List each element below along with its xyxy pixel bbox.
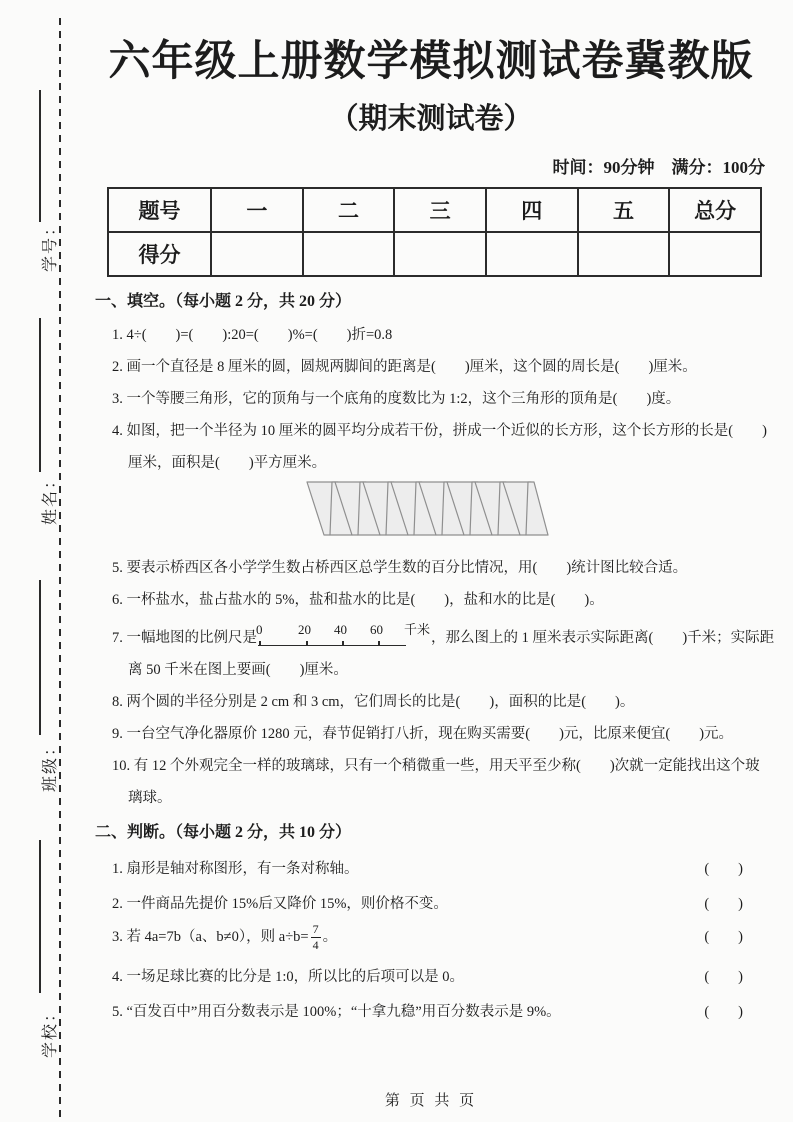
sector-rectangle-figure: [305, 479, 557, 541]
judgment-line: [95, 922, 767, 952]
ruler-number: 60: [370, 622, 383, 637]
question-text: 5. “百发百中”用百分数表示是 100%；“十拿九稳”用百分数表示是 9%。: [112, 1004, 561, 1021]
score-table-header-cell: 总分: [669, 188, 761, 232]
fraction-numerator: 7: [311, 923, 321, 938]
question-text: ，那么图上的 1 厘米表示实际距离( )千米；实际距: [431, 630, 775, 646]
score-cell-empty: [303, 232, 395, 276]
ruler-unit: 千米: [404, 622, 431, 637]
score-table-score-row: [108, 232, 761, 276]
score-cell-empty: [578, 232, 670, 276]
map-scale-ruler: [258, 622, 430, 646]
sidebar-label: 学校：: [42, 1003, 59, 1058]
answer-paren: ( ): [704, 929, 743, 946]
question-line: 厘米，面积是( )平方厘米。: [128, 455, 327, 471]
question-text: 7. 一幅地图的比例尺是: [112, 630, 257, 646]
circle-sector-wedge: [526, 482, 548, 535]
ruler-number: 0: [256, 622, 263, 637]
score-cell-empty: [669, 232, 761, 276]
sidebar-writing-line: [39, 90, 41, 222]
score-row-label: 得分: [108, 232, 211, 276]
answer-paren: ( ): [704, 1004, 743, 1021]
time-info: 时间：90分钟 满分：100分: [552, 158, 765, 177]
page-subtitle: （期末测试卷）: [329, 103, 533, 135]
judgment-line: [95, 967, 767, 987]
sidebar-label: 姓名：: [42, 470, 59, 525]
answer-paren: ( ): [704, 861, 743, 877]
question-line: 9. 一台空气净化器原价 1280 元，春节促销打八折，现在购买需要( )元，比原来便宜( )元。: [112, 726, 734, 742]
footer-page-label: 第 页 共 页: [384, 1093, 478, 1109]
question-line: 璃球。: [128, 790, 172, 806]
score-table-header-row: [108, 188, 761, 232]
score-cell-empty: [486, 232, 578, 276]
question-line: 6. 一杯盐水，盐占盐水的 5%，盐和盐水的比是( )，盐和水的比是( )。: [112, 592, 604, 608]
sidebar-label: 学号：: [42, 217, 59, 272]
question-line: 3. 一个等腰三角形，它的顶角与一个底角的度数比为 1:2，这个三角形的顶角是( )度。: [112, 391, 681, 407]
question-line: 5. 要表示桥西区各小学学生数占桥西区总学生数的百分比情况，用( )统计图比较合适。: [112, 560, 688, 576]
score-table-header-cell: 二: [303, 188, 395, 232]
section1-heading: 一、填空。（每小题 2 分，共 20 分）: [95, 293, 352, 310]
score-table-header-cell: 三: [394, 188, 486, 232]
score-table-header-cell: 四: [486, 188, 578, 232]
question-text: 2. 一件商品先提价 15%后又降价 15%，则价格不变。: [112, 896, 448, 912]
sidebar-writing-line: [39, 318, 41, 472]
ruler-number: 20: [298, 622, 311, 637]
section2-questions: [95, 859, 767, 1022]
question-line: 离 50 千米在图上要画( )厘米。: [128, 662, 348, 678]
question-line: [95, 622, 775, 648]
question-text: 3. 若 4a=7b（a、b≠0），则 a÷b= $\frac{7}{4}$ 。: [112, 921, 338, 953]
answer-paren: ( ): [704, 969, 743, 986]
binding-seal-dashed-line: [59, 18, 61, 1122]
judgment-line: [95, 859, 767, 879]
judgment-line: [95, 1002, 767, 1022]
question-text: 1. 扇形是轴对称图形，有一条对称轴。: [112, 861, 359, 877]
question-text: 4. 一场足球比赛的比分是 1:0，所以比的后项可以是 0。: [112, 969, 465, 986]
score-table-header-cell: 一: [211, 188, 303, 232]
ruler-baseline: [258, 645, 406, 646]
page-title: 六年级上册数学模拟测试卷冀教版: [108, 37, 754, 84]
fraction-denominator: 4: [312, 938, 319, 953]
sidebar-writing-line: [39, 580, 41, 735]
sidebar-label: 班级：: [42, 737, 59, 792]
score-table: [107, 187, 762, 277]
ruler-number: 40: [334, 622, 347, 637]
score-table-header-cell: 题号: [108, 188, 211, 232]
section2-heading: 二、判断。（每小题 2 分，共 10 分）: [95, 824, 352, 841]
exam-paper-content: [95, 0, 775, 1022]
question-line: 1. 4÷( )=( ):20=( )%=( )折=0.8: [112, 327, 393, 343]
sidebar-writing-line: [39, 840, 41, 993]
sector-figure-wrap: [95, 479, 767, 546]
section1-questions: [95, 325, 775, 808]
question-line: 2. 画一个直径是 8 厘米的圆，圆规两脚间的距离是( )厘米，这个圆的周长是( )厘米。: [112, 359, 697, 375]
judgment-line: [95, 894, 767, 914]
answer-paren: ( ): [704, 896, 743, 912]
question-line: 10. 有 12 个外观完全一样的玻璃球，只有一个稍微重一些，用天平至少称( )次就一定能找出这个玻: [112, 758, 760, 774]
score-cell-empty: [211, 232, 303, 276]
score-table-header-cell: 五: [578, 188, 670, 232]
question-line: 4. 如图，把一个半径为 10 厘米的圆平均分成若干份，拼成一个近似的长方形，这个长方形的长是( ): [112, 423, 767, 439]
score-cell-empty: [394, 232, 486, 276]
fraction: [311, 923, 321, 952]
question-line: 8. 两个圆的半径分别是 2 cm 和 3 cm，它们周长的比是( )，面积的比是( )。: [112, 694, 635, 710]
